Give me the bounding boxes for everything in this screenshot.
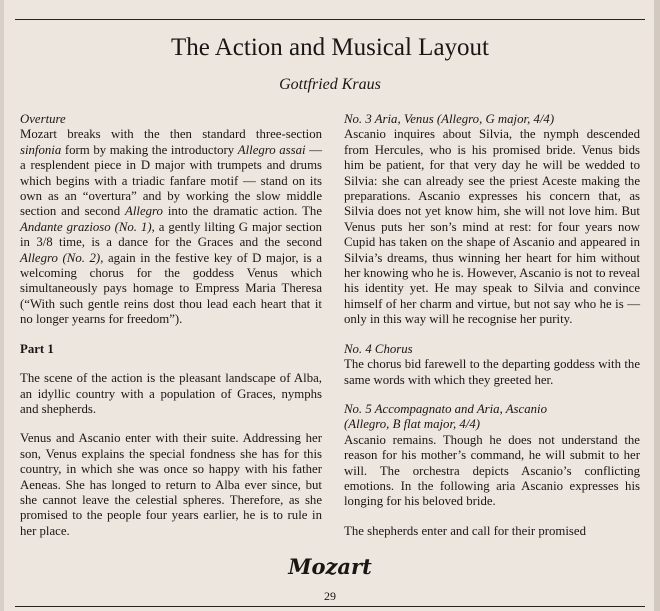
top-rule	[15, 19, 645, 20]
part-1-paragraph-1: The scene of the action is the pleasant landscape of Alba, an idyllic country with a population of Graces, nymphs and shepherds.	[20, 371, 322, 416]
no3-heading: No. 3 Aria, Venus (Allegro, G major, 4/4)	[344, 112, 555, 126]
overture-paragraph	[20, 127, 322, 327]
author-name: Gottfried Kraus	[279, 76, 381, 93]
overture-text-11: , again in the festive key of D major, is a welcoming chorus for the goddess Venus which simultaneously pays homage to Empress Maria Theresa (“With such gentle reins dost thou lead each heart that it no longer yearns for freedom”).	[20, 250, 322, 327]
overture-text-7: into the dramatic action. The	[162, 204, 322, 219]
no5-paragraph: Ascanio remains. Though he does not understand the reason for his mother’s command, he will submit to her will. The orchestra depicts Ascanio’s conflicting emotions. In the following aria Ascanio expresses his longing for his beloved bride.	[344, 432, 640, 509]
overture-text-10: Allegro (No. 2)	[20, 250, 101, 265]
no5-heading-line-1: No. 5 Accompagnato and Aria, Ascanio	[344, 401, 547, 416]
page-title: The Action and Musical Layout	[171, 34, 489, 61]
overture-text-5: — a resplendent piece in D major with trumpets and drums which begins with a triadic fanfare motif — stand on its own as an “overtura” and by working the slow middle section and second	[20, 142, 323, 219]
mozart-signature: Mozart	[288, 554, 372, 579]
bottom-rule	[15, 606, 645, 607]
overture-text-3: form by making the introductory	[61, 142, 238, 157]
shepherds-paragraph: The shepherds enter and call for their promised	[344, 523, 586, 538]
page-number: 29	[324, 589, 336, 603]
overture-text-4: Allegro assai	[237, 142, 306, 157]
right-column	[344, 112, 640, 539]
overture-text-9: , a gently lilting G major section in 3/8 time, is a dance for the Graces and the second	[20, 219, 322, 250]
no5-heading-line-2: (Allegro, B flat major, 4/4)	[344, 417, 481, 432]
overture-text-8: Andante grazioso (No. 1)	[20, 219, 152, 234]
overture-heading: Overture	[20, 112, 66, 126]
no4-heading: No. 4 Chorus	[344, 341, 413, 356]
part-1-paragraph-2: Venus and Ascanio enter with their suite. Addressing her son, Venus explains the special fondness she has for this country, in which she was once so happy with his father Aeneas. She has longed to return to Alba ever since, but she cannot leave the celestial spheres. Therefore, as she promised to the people four years earlier, he is to rule in her place.	[20, 431, 322, 538]
no3-paragraph: Ascanio inquires about Silvia, the nymph descended from Hercules, who is his promised bride. Venus bids him be patient, for that very day he will be wedded to Silvia: she can already see the priest Aceste making the preparations. Ascanio expresses his concern that, as Silvia does not yet know him, she will not love him. But Venus puts her son’s mind at rest: for four years now Cupid has taken on the shape of Ascanio and appeared in Silvia’s dreams, thus winning her heart for him without her knowing who he is. However, Ascanio is not to reveal his identity yet. He may speak to Silvia and convince himself of her charm and virtue, but not say who he is — only in this way will he recognise her purity.	[344, 127, 640, 327]
left-column	[20, 112, 322, 539]
overture-text-1: Mozart breaks with the then standard three-section	[20, 127, 322, 142]
part-1-heading: Part 1	[20, 341, 54, 356]
no4-paragraph: The chorus bid farewell to the departing goddess with the same words with which they greeted her.	[344, 357, 640, 387]
overture-text-2: sinfonia	[20, 142, 62, 157]
overture-text-6: Allegro	[125, 204, 163, 219]
